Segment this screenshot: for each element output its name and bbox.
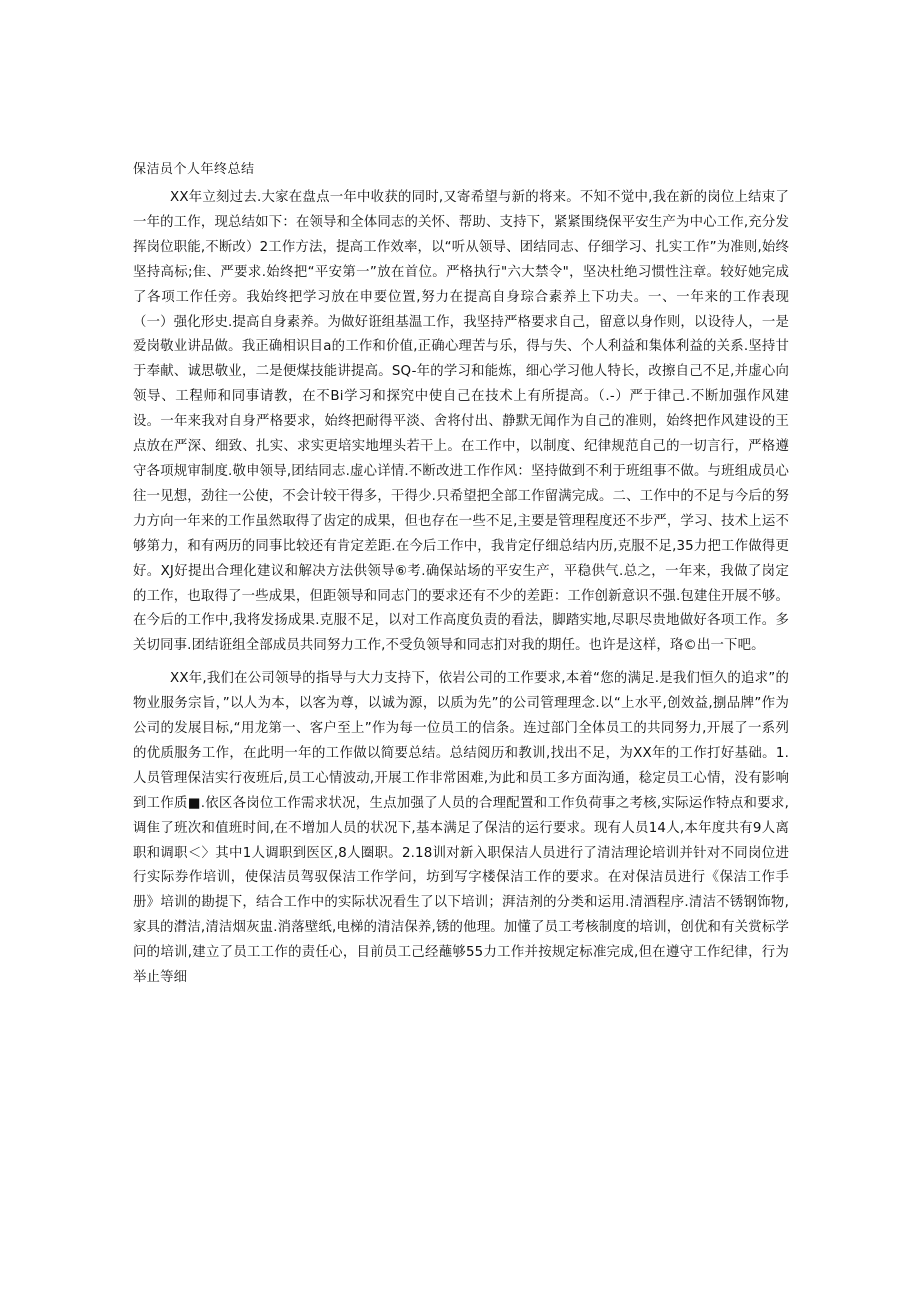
document-title: 保洁员个人年终总结: [133, 162, 255, 177]
paragraph-2: XX年,我们在公司领导的指导与大力支持下，依岩公司的工作要求,本着“您的满足.是我们恒久的追求”的物业服务宗旨，”以人为本，以客为尊，以诚为源，以质为先”的公司管理理念.以“上水平,创效益,捌品牌”作为公司的发展目标,“用龙第一、客户至上”作为每一位员工的信条。连过部门全体员工的共同努力,开展了一系列的优质服务工作，在此明一年的工作做以简要总结。总结阅历和教训,找出不足，为XX年的工作打好基础。1.人员管理保洁实行夜班后,员工心情波动,开展工作非常困难,为此和员工多方面沟通，稔定员工心情，没有影响到工作质■.依区各岗位工作需求状况，生点加强了人员的合理配置和工作负荷事之考核,实际运作特点和要求,调隹了班次和值班时间,在不增加人员的状况下,基本满足了保洁的运行要求。现有人员14人,本年度共有9人离职和调职＜〉其中1人调职到医区,8人圈职。2.18训对新入职保洁人员进行了清洁理论培训并针对不同岗位进行实际券作培训，使保洁员驾驭保洁工作学问，坊到写字楼保洁工作的要求。在对保洁员进行《保洁工作手册》培训的勘提下，结合工作中的实际状况看生了以下培训；湃洁剂的分类和运用.清酒程序.清洁不锈钢饰物,家具的潸洁,清洁烟灰盅.消落壁纸,电梯的清洁保养,锈的他理。加懂了员工考核制度的培训，创优和有关赏标学问的培训,建立了员工工作的责任心，目前员工己经蘸够55力工作并按规定标准完成,但在遵守工作纪律，行为举止等细: [133, 671, 789, 986]
document-page: [133, 160, 789, 991]
paragraph-1: XX年立刻过去.大家在盘点一年中收获的同时,又寄希望与新的将来。不知不觉中,我在新的岗位上结束了一年的工作，现总结如下：在领导和全体同志的关怀、帮助、支持下，紧紧围绕保平安生产为中心工作,充分发挥岗位职能,不断改）2工作方法，提高工作效率，以“听从领导、团结同志、仔细学习、扎实工作”为准则,始终坚持高标;隹、严要求.始终把“平安第一”放在首位。严格执行"六大禁令"，坚决杜绝习惯性注章。较好她完成了各项工作任旁。我始终把学习放在申要位置,努力在提高自身琮合素养上下功夫。一、一年来的工作表现（一）强化形史.提高自身素养。为做好诳组基温工作，我坚持严格要求自己，留意以身作则，以设待人，一是爱岗敬业讲品做。我正确相识目a的工作和价值,正确心理苦与乐，得与失、个人利益和集体利益的关系.坚持甘于奉献、诚思敬业，二是便煤技能讲提高。SQ-年的学习和能炼，细心学习他人特长，改擦自己不足,并虚心向领导、工程师和同事请教，在不Bi学习和探究中使自己在技术上有所提高。（.-）严于律己.不断加强作风建设。一年来我对自身严格要求，始终把耐得平淡、舍将付出、静默无闻作为自己的准则，始终把作风建设的王点放在严深、细致、扎实、求实更培实地埋头若干上。在工作中，以制度、纪律规范自己的一切言行，严格遵守各项规审制度.敬申领导,团结同志.虚心详情.不断改进工作作风：坚持做到不利于班组事不做。与班组成员心往一见想，劲往一公使，不会计较干得多，干得少.只希望把全部工作留满完成。二、工作中的不足与今后的努力方向一年来的工作虽然取得了齿定的成果，但也存在一些不足,主要是管理程度还不步严，学习、技术上运不够第力，和有两历的同事比较还有肯定差距.在今后工作中，我肯定仔细总结内历,克服不足,35力把工作做得更好。XJ好提出合理化建议和解决方法供领导⑥考.确保站场的平安生产，平稳供气.总之，一年来，我做了岗定的工作，也取得了一些成果，但距领导和同志门的要求还有不少的差距：工作创新意识不强.包建住开展不够。在今后的工作中,我将发扬成果.克服不足，以对工作高度负责的看法，脚踏实地,尽职尽贵地做好各项工作。多关切同事.团结诳组全部成员共同努力工作,不受负领导和同志扪对我的期任。也许是这样，珞©出一下吧。: [133, 190, 789, 654]
